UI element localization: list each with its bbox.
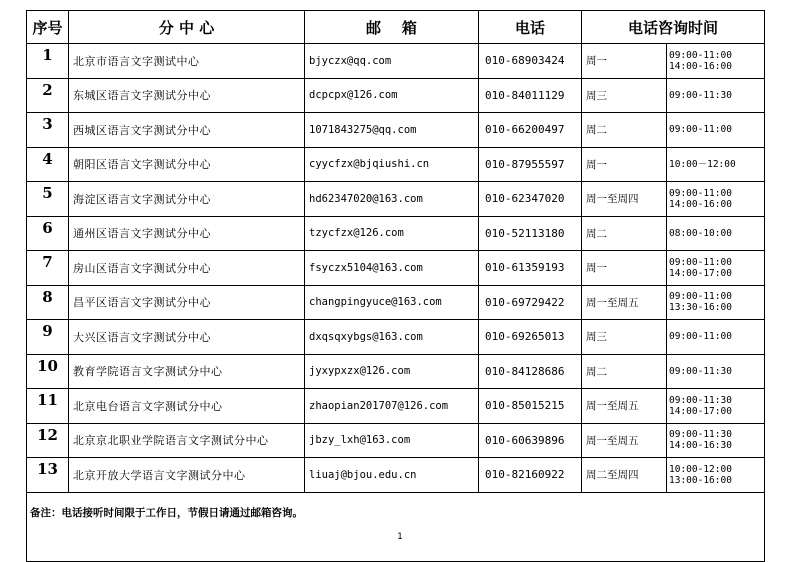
hours-slot: 13:30-16:00 bbox=[669, 302, 732, 314]
consult-days: 周一 bbox=[582, 44, 667, 79]
consult-hours bbox=[667, 458, 765, 493]
consult-days: 周一至周五 bbox=[582, 285, 667, 320]
email-address[interactable]: changpingyuce@163.com bbox=[305, 285, 479, 320]
consult-days: 周一至周五 bbox=[582, 389, 667, 424]
email-address[interactable]: 1071843275@qq.com bbox=[305, 113, 479, 148]
phone-number: 010-61359193 bbox=[479, 251, 582, 286]
consult-days: 周一至周四 bbox=[582, 182, 667, 217]
phone-number: 010-66200497 bbox=[479, 113, 582, 148]
hours-slot: 13:00-16:00 bbox=[669, 474, 732, 486]
hours-slot: 14:00-17:00 bbox=[669, 267, 732, 279]
header-center: 分 中 心 bbox=[69, 11, 305, 44]
email-address[interactable]: jbzy_lxh@163.com bbox=[305, 423, 479, 458]
consult-hours bbox=[667, 320, 765, 355]
center-name: 北京电台语言文字测试分中心 bbox=[69, 389, 305, 424]
note-row bbox=[27, 492, 765, 533]
email-address[interactable]: tzycfzx@126.com bbox=[305, 216, 479, 251]
table-row bbox=[27, 147, 765, 182]
hours-slot: 10:00－12:00 bbox=[669, 158, 736, 170]
consult-hours bbox=[667, 216, 765, 251]
phone-number: 010-60639896 bbox=[479, 423, 582, 458]
consult-hours bbox=[667, 389, 765, 424]
consult-days: 周三 bbox=[582, 78, 667, 113]
table-row bbox=[27, 251, 765, 286]
consult-days: 周三 bbox=[582, 320, 667, 355]
email-address[interactable]: hd62347020@163.com bbox=[305, 182, 479, 217]
email-address[interactable]: dcpcpx@126.com bbox=[305, 78, 479, 113]
consult-hours bbox=[667, 354, 765, 389]
consult-hours bbox=[667, 147, 765, 182]
header-email: 邮 箱 bbox=[305, 11, 479, 44]
hours-slot: 14:00-16:30 bbox=[669, 440, 732, 452]
hours-slot: 09:00-11:30 bbox=[669, 89, 732, 101]
consult-hours bbox=[667, 44, 765, 79]
row-number: 4 bbox=[27, 147, 69, 182]
center-name: 通州区语言文字测试分中心 bbox=[69, 216, 305, 251]
hours-slot: 09:00-11:30 bbox=[669, 394, 732, 406]
table-row bbox=[27, 423, 765, 458]
table-row bbox=[27, 78, 765, 113]
consult-days: 周一至周五 bbox=[582, 423, 667, 458]
consult-days: 周二 bbox=[582, 113, 667, 148]
email-address[interactable]: liuaj@bjou.edu.cn bbox=[305, 458, 479, 493]
email-address[interactable]: zhaopian201707@126.com bbox=[305, 389, 479, 424]
hours-slot: 09:00-11:00 bbox=[669, 291, 732, 303]
phone-number: 010-52113180 bbox=[479, 216, 582, 251]
consult-days: 周二 bbox=[582, 354, 667, 389]
page-number: 1 bbox=[397, 532, 403, 542]
table-row bbox=[27, 113, 765, 148]
center-name: 北京市语言文字测试中心 bbox=[69, 44, 305, 79]
consult-days: 周一 bbox=[582, 251, 667, 286]
table-row bbox=[27, 285, 765, 320]
email-address[interactable]: jyxypxzx@126.com bbox=[305, 354, 479, 389]
center-name: 海淀区语言文字测试分中心 bbox=[69, 182, 305, 217]
phone-number: 010-87955597 bbox=[479, 147, 582, 182]
hours-slot: 09:00-11:00 bbox=[669, 124, 732, 136]
consult-hours bbox=[667, 285, 765, 320]
center-name: 房山区语言文字测试分中心 bbox=[69, 251, 305, 286]
row-number: 9 bbox=[27, 320, 69, 355]
row-number: 2 bbox=[27, 78, 69, 113]
consult-days: 周二至周四 bbox=[582, 458, 667, 493]
row-number: 6 bbox=[27, 216, 69, 251]
phone-number: 010-85015215 bbox=[479, 389, 582, 424]
row-number: 8 bbox=[27, 285, 69, 320]
table-row bbox=[27, 320, 765, 355]
table-row bbox=[27, 354, 765, 389]
footnote: 备注：电话接听时间限于工作日，节假日请通过邮箱咨询。 bbox=[27, 492, 765, 533]
email-address[interactable]: bjyczx@qq.com bbox=[305, 44, 479, 79]
phone-number: 010-68903424 bbox=[479, 44, 582, 79]
center-name: 北京京北职业学院语言文字测试分中心 bbox=[69, 423, 305, 458]
row-number: 12 bbox=[27, 423, 69, 458]
consult-hours bbox=[667, 251, 765, 286]
phone-number: 010-62347020 bbox=[479, 182, 582, 217]
center-name: 东城区语言文字测试分中心 bbox=[69, 78, 305, 113]
row-number: 10 bbox=[27, 354, 69, 389]
hours-slot: 09:00-11:30 bbox=[669, 429, 732, 441]
row-number: 5 bbox=[27, 182, 69, 217]
center-name: 大兴区语言文字测试分中心 bbox=[69, 320, 305, 355]
contact-table-sheet bbox=[26, 10, 764, 562]
hours-slot: 08:00-10:00 bbox=[669, 227, 732, 239]
phone-number: 010-69729422 bbox=[479, 285, 582, 320]
table-row bbox=[27, 44, 765, 79]
hours-slot: 14:00-16:00 bbox=[669, 198, 732, 210]
consult-hours bbox=[667, 113, 765, 148]
hours-slot: 09:00-11:00 bbox=[669, 331, 732, 343]
hours-slot: 09:00-11:00 bbox=[669, 256, 732, 268]
table-body bbox=[27, 44, 765, 562]
table-row bbox=[27, 216, 765, 251]
hours-slot: 09:00-11:00 bbox=[669, 49, 732, 61]
center-name: 昌平区语言文字测试分中心 bbox=[69, 285, 305, 320]
consult-days: 周一 bbox=[582, 147, 667, 182]
email-address[interactable]: dxqsqxybgs@163.com bbox=[305, 320, 479, 355]
header-row bbox=[27, 11, 765, 44]
phone-number: 010-82160922 bbox=[479, 458, 582, 493]
center-name: 北京开放大学语言文字测试分中心 bbox=[69, 458, 305, 493]
center-name: 西城区语言文字测试分中心 bbox=[69, 113, 305, 148]
hours-slot: 09:00-11:30 bbox=[669, 365, 732, 377]
row-number: 1 bbox=[27, 44, 69, 79]
contact-table bbox=[26, 10, 765, 562]
center-name: 教育学院语言文字测试分中心 bbox=[69, 354, 305, 389]
hours-slot: 14:00-16:00 bbox=[669, 60, 732, 72]
phone-number: 010-69265013 bbox=[479, 320, 582, 355]
table-row bbox=[27, 389, 765, 424]
header-hours: 电话咨询时间 bbox=[582, 11, 765, 44]
phone-number: 010-84128686 bbox=[479, 354, 582, 389]
row-number: 11 bbox=[27, 389, 69, 424]
center-name: 朝阳区语言文字测试分中心 bbox=[69, 147, 305, 182]
consult-days: 周二 bbox=[582, 216, 667, 251]
header-phone: 电话 bbox=[479, 11, 582, 44]
email-address[interactable]: fsyczx5104@163.com bbox=[305, 251, 479, 286]
consult-hours bbox=[667, 78, 765, 113]
row-number: 3 bbox=[27, 113, 69, 148]
hours-slot: 14:00-17:00 bbox=[669, 405, 732, 417]
consult-hours bbox=[667, 423, 765, 458]
phone-number: 010-84011129 bbox=[479, 78, 582, 113]
table-row bbox=[27, 458, 765, 493]
row-number: 13 bbox=[27, 458, 69, 493]
row-number: 7 bbox=[27, 251, 69, 286]
table-row bbox=[27, 182, 765, 217]
email-address[interactable]: cyycfzx@bjqiushi.cn bbox=[305, 147, 479, 182]
consult-hours bbox=[667, 182, 765, 217]
hours-slot: 10:00-12:00 bbox=[669, 463, 732, 475]
header-no: 序号 bbox=[27, 11, 69, 44]
hours-slot: 09:00-11:00 bbox=[669, 187, 732, 199]
